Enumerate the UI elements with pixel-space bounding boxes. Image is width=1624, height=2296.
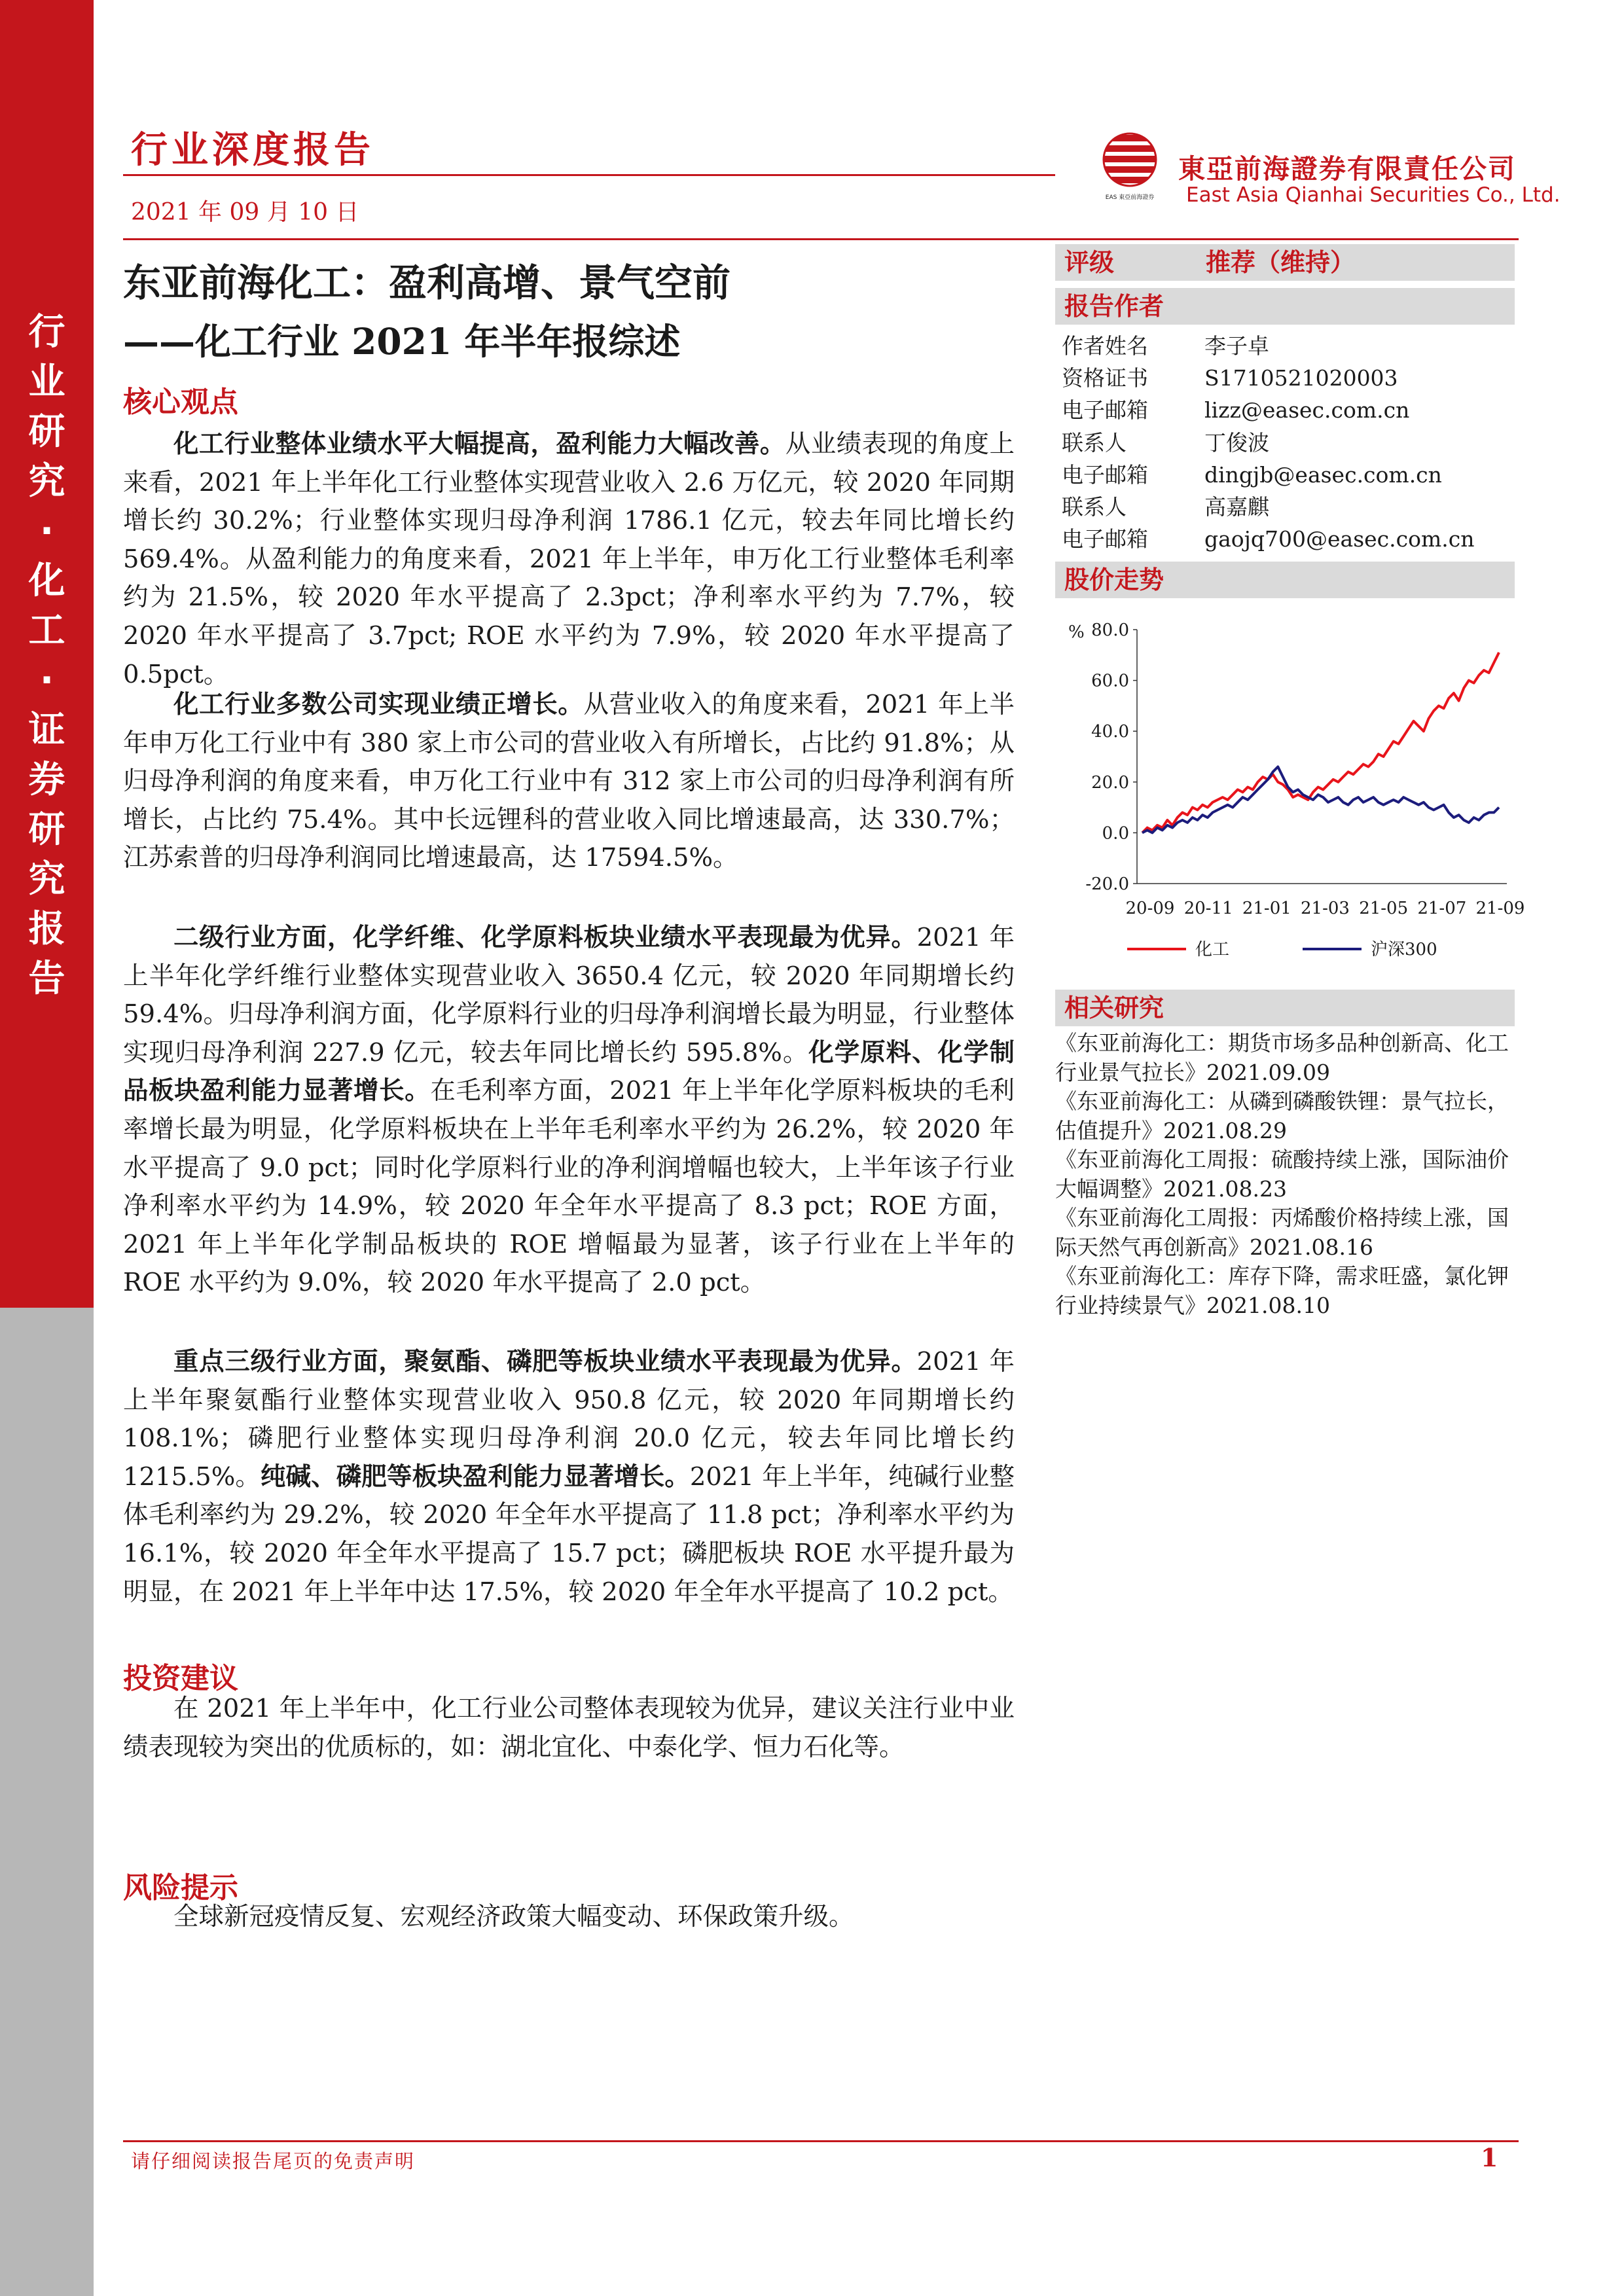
rating-label: 评级: [1064, 248, 1115, 277]
author-header: [1055, 288, 1515, 325]
report-date: 2021 年 09 月 10 日: [131, 199, 359, 226]
footer-disclaimer[interactable]: 请仔细阅读报告尾页的免责声明: [131, 2150, 416, 2172]
author-row: [1062, 491, 1475, 523]
y-tick-label: 20.0: [1091, 772, 1129, 793]
author-row: [1062, 330, 1475, 362]
x-tick-label: 21-05: [1359, 899, 1409, 918]
paragraph-text: 2021 年上半年，纯碱行业整体毛利率约为 29.2%，较 2020 年全年水平提高了 11.8 pct；净利率水平约为 16.1%，较 2020 年全年水平提高了 15.7 pct；磷肥板块 ROE 水平提升最为明显，在 2021 年上半年中达 17.5%，较 2020 年全年水平提高了 10.2 pct。: [123, 1462, 1015, 1607]
x-tick-label: 20-09: [1125, 899, 1175, 918]
paragraph-lead: 化工行业整体业绩水平大幅提高，盈利能力大幅改善。: [173, 429, 785, 459]
author-row: [1062, 523, 1475, 555]
related-item[interactable]: 《东亚前海化工：期货市场多品种创新高、化工行业景气拉长》2021.09.09: [1055, 1030, 1509, 1085]
author-row: [1062, 459, 1475, 491]
company-name-en: East Asia Qianhai Securities Co., Ltd.: [1186, 183, 1561, 207]
price-trend-chart: [1055, 609, 1525, 982]
y-tick-label: 80.0: [1091, 620, 1129, 640]
related-item[interactable]: 《东亚前海化工周报：丙烯酸价格持续上涨，国际天然气再创新高》2021.08.16: [1055, 1205, 1509, 1260]
paragraph-lead: 化学原料、化学制品板块盈利能力显著增长。: [123, 1037, 1015, 1106]
author-key: 作者姓名: [1062, 333, 1148, 359]
paragraph-text: 从营业收入的角度来看，2021 年上半年申万化工行业中有 380 家上市公司的营业收入有所增长，占比约 91.8%；从归母净利润的角度来看，申万化工行业中有 312 家上市公司的归母净利润有所增长，占比约 75.4%。其中长远锂科的营业收入同比增速最高，达 330.7%；江苏索普的归母净利润同比增速最高，达 17594.5%。: [123, 690, 1015, 873]
paragraph-lead: 重点三级行业方面，聚氨酯、磷肥等板块业绩水平表现最为优异。: [173, 1347, 917, 1376]
paragraph: [123, 1690, 1015, 1767]
author-value: 李子卓: [1204, 333, 1269, 359]
series-line-hs300: [1142, 767, 1499, 833]
y-tick-label: 60.0: [1091, 671, 1129, 691]
paragraph: [123, 1898, 1015, 1937]
paragraph-text: 在毛利率方面，2021 年上半年化学原料板块的毛利率增长最为明显，化学原料板块在上半年毛利率水平约为 26.2%，较 2020 年水平提高了 9.0 pct；同时化学原料行业的净利润增幅也较大，上半年该子行业净利率水平约为 14.9%，较 2020 年全年水平提高了 8.3 pct；ROE 方面，2021 年上半年化学制品板块的 ROE 增幅最为显著，该子行业在上半年的 ROE 水平约为 9.0%，较 2020 年水平提高了 2.0 pct。: [123, 1076, 1015, 1298]
section-heading-risk: 风险提示: [123, 1871, 238, 1905]
sidebar-char: ·: [39, 510, 54, 552]
sidebar-char: 研: [28, 410, 65, 453]
rating-value: 推荐（维持）: [1206, 248, 1356, 277]
company-name-cn: 東亞前海證券有限責任公司: [1178, 153, 1516, 185]
header-divider: [123, 174, 1055, 176]
author-key: 电子邮箱: [1062, 461, 1148, 488]
author-key: 资格证书: [1062, 365, 1148, 391]
sidebar-char: 告: [28, 958, 65, 1000]
paragraph-text: 2021 年上半年化学纤维行业整体实现营业收入 3650.4 亿元，较 2020 年同期增长约 59.4%。归母净利润方面，化学原料行业的归母净利润增长最为明显，行业整体实现归母净利润 227.9 亿元，较去年同比增长约 595.8%。: [123, 923, 1015, 1067]
legend-label: 沪深300: [1371, 940, 1437, 960]
title-divider: [123, 238, 1519, 240]
paragraph: [123, 425, 1015, 694]
y-tick-label: 0.0: [1102, 823, 1129, 844]
sidebar-char: 业: [28, 361, 65, 403]
author-value: 高嘉麒: [1204, 494, 1269, 520]
paragraph-lead: 纯碱、磷肥等板块盈利能力显著增长。: [260, 1462, 690, 1492]
related-research-list: [1055, 1029, 1515, 1320]
paragraph: [123, 919, 1015, 1302]
report-type: 行业深度报告: [131, 128, 374, 171]
author-header-label: 报告作者: [1064, 292, 1164, 321]
related-item[interactable]: 《东亚前海化工：库存下降，需求旺盛，氯化钾行业持续景气》2021.08.10: [1055, 1263, 1509, 1318]
paragraph-text: 在 2021 年上半年中，化工行业公司整体表现较为优异，建议关注行业中业绩表现较为突出的优质标的，如：湖北宜化、中泰化学、恒力石化等。: [123, 1694, 1015, 1762]
paragraph-text: 从业绩表现的角度上来看，2021 年上半年化工行业整体实现营业收入 2.6 万亿元，较 2020 年同期增长约 30.2%；行业整体实现归母净利润 1786.1 亿元，较去年同比增长约 569.4%。从盈利能力的角度来看，2021 年上半年，申万化工行业整体毛利率约为 21.5%，较 2020 年水平提高了 2.3pct；净利率水平约为 7.7%，较 2020 年水平提高了 3.7pct; ROE 水平约为 7.9%，较 2020 年水平提高了 0.5pct。: [123, 429, 1015, 689]
sidebar-char: 报: [28, 908, 65, 950]
section-heading-invest: 投资建议: [123, 1662, 238, 1695]
x-tick-label: 20-11: [1183, 899, 1233, 918]
related-item[interactable]: 《东亚前海化工周报：硫酸持续上涨，国际油价大幅调整》2021.08.23: [1055, 1147, 1509, 1202]
author-value: 丁俊波: [1204, 429, 1269, 456]
y-axis-unit: %: [1068, 622, 1085, 642]
author-value: gaojq700@easec.com.cn: [1204, 526, 1475, 552]
author-key: 联系人: [1062, 429, 1127, 456]
author-row: [1062, 362, 1475, 394]
company-logo-icon: [1100, 131, 1160, 203]
paragraph: [123, 1343, 1015, 1611]
paragraph-lead: 二级行业方面，化学纤维、化学原料板块业绩水平表现最为优异。: [173, 923, 917, 952]
sidebar-char: 工: [28, 609, 65, 652]
sidebar-char: 研: [28, 808, 65, 851]
section-heading-core: 核心观点: [123, 386, 238, 419]
sidebar-char: 究: [28, 858, 65, 901]
related-item[interactable]: 《东亚前海化工：从磷到磷酸铁锂：景气拉长，估值提升》2021.08.29: [1055, 1088, 1509, 1143]
related-header-label: 相关研究: [1064, 994, 1164, 1022]
paragraph-text: 全球新冠疫情反复、宏观经济政策大幅变动、环保政策升级。: [173, 1902, 854, 1931]
author-key: 联系人: [1062, 494, 1127, 520]
x-tick-label: 21-03: [1301, 899, 1350, 918]
sidebar-char: ·: [39, 659, 54, 702]
author-row: [1062, 427, 1475, 459]
x-tick-label: 21-09: [1475, 899, 1525, 918]
author-value: lizz@easec.com.cn: [1204, 397, 1410, 423]
author-list: [1062, 330, 1475, 555]
sidebar-char: 行: [28, 311, 65, 353]
footer-divider: [123, 2140, 1519, 2142]
author-key: 电子邮箱: [1062, 526, 1148, 552]
author-value: S1710521020003: [1204, 365, 1398, 391]
legend-label: 化工: [1195, 940, 1230, 960]
x-tick-label: 21-07: [1417, 899, 1467, 918]
paragraph-text: 2021 年上半年聚氨酯行业整体实现营业收入 950.8 亿元，较 2020 年同期增长约 108.1%；磷肥行业整体实现归母净利润 20.0 亿元，较去年同比增长约 1215.5%。: [123, 1347, 1015, 1492]
author-value: dingjb@easec.com.cn: [1204, 461, 1442, 488]
report-title: 东亚前海化工：盈利高增、景气空前: [123, 260, 731, 305]
sidebar-category: [0, 308, 94, 1004]
author-key: 电子邮箱: [1062, 397, 1148, 423]
y-tick-label: 40.0: [1091, 722, 1129, 742]
sidebar-char: 化: [28, 560, 65, 602]
rating-bar: [1055, 244, 1515, 281]
chart-header-label: 股价走势: [1064, 565, 1164, 594]
y-tick-label: -20.0: [1085, 874, 1129, 894]
chart-header: [1055, 562, 1515, 598]
author-row: [1062, 394, 1475, 426]
sidebar-char: 究: [28, 460, 65, 503]
sidebar-char: 证: [28, 709, 65, 751]
page-number: 1: [1481, 2143, 1498, 2172]
paragraph-lead: 化工行业多数公司实现业绩正增长。: [173, 690, 584, 719]
sidebar-char: 券: [28, 759, 65, 801]
x-tick-label: 21-01: [1242, 899, 1291, 918]
svg-text:EAS 東亞前海證券: EAS 東亞前海證券: [1105, 194, 1155, 201]
paragraph: [123, 686, 1015, 878]
related-header: [1055, 990, 1515, 1026]
report-subtitle: ——化工行业 2021 年半年报综述: [123, 320, 681, 363]
